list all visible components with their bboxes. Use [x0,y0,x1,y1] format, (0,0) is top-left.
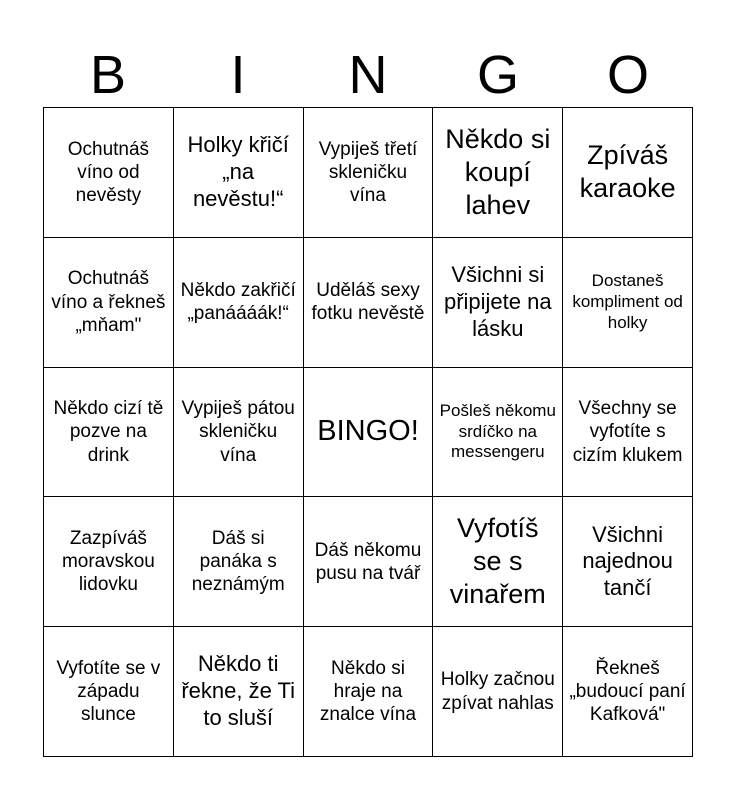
bingo-cell[interactable] [433,497,563,627]
cell-text: Vypiješ pátou skleničku vína [181,398,295,466]
cell-text: Všichni najednou tančí [582,521,673,601]
bingo-cell[interactable] [174,238,304,368]
bingo-header [43,44,693,106]
bingo-cell[interactable] [174,627,304,757]
bingo-cell[interactable] [304,108,434,238]
bingo-cell[interactable] [44,238,174,368]
bingo-cell[interactable] [563,627,693,757]
cell-text: Dáš někomu pusu na tvář [314,539,422,584]
bingo-cell[interactable] [433,627,563,757]
header-letter-n: N [348,45,388,105]
cell-text: Ochutnáš víno a řekneš „mňam" [51,268,166,336]
cell-text: Holky křičí „na nevěstu!“ [187,132,289,211]
bingo-cell[interactable] [304,238,434,368]
bingo-cell[interactable] [44,627,174,757]
cell-text: Holky začnou zpívat nahlas [440,669,555,714]
cell-text: Někdo ti řekne, že Ti to sluší [181,651,296,730]
bingo-cell[interactable] [433,238,563,368]
cell-text: Někdo cizí tě pozve na drink [53,398,164,466]
bingo-cell[interactable] [304,497,434,627]
cell-text: Uděláš sexy fotku nevěstě [311,280,425,325]
bingo-cell[interactable] [563,497,693,627]
bingo-cell[interactable] [433,108,563,238]
cell-text: Někdo si hraje na znalce vína [319,657,417,726]
cell-text: Pošleš někomu srdíčko na messengeru [439,400,556,462]
cell-text: Zpíváš karaoke [579,140,676,204]
cell-text: Někdo zakřičí „panáááák!“ [180,280,296,325]
bingo-cell[interactable] [433,368,563,498]
cell-text: Dáš si panáka s neznámým [191,528,285,596]
cell-text: Někdo si koupí lahev [445,123,551,220]
cell-text: Dostaneš kompliment od holky [572,271,683,332]
bingo-cell[interactable] [44,108,174,238]
header-letter-o: O [606,45,649,105]
bingo-cell[interactable] [44,497,174,627]
bingo-cell[interactable] [174,497,304,627]
header-letter-g: G [476,45,519,105]
free-space-text: BINGO! [317,415,419,448]
bingo-cell[interactable] [563,368,693,498]
bingo-cell[interactable] [174,368,304,498]
bingo-cell[interactable] [304,627,434,757]
header-letter-i: I [230,45,246,105]
cell-text: Řekneš „budoucí paní Kafková" [569,657,686,726]
header-letter-b: B [89,45,127,105]
cell-text: Vyfotíte se v západu slunce [56,657,161,726]
bingo-cell[interactable] [174,108,304,238]
cell-text: Všechny se vyfotíte s cizím klukem [572,398,683,466]
cell-text: Zazpíváš moravskou lidovku [61,528,155,596]
bingo-cell[interactable] [44,368,174,498]
free-space-cell[interactable] [304,368,434,498]
cell-text: Ochutnáš víno od nevěsty [67,138,150,206]
cell-text: Vyfotíš se s vinařem [449,513,546,610]
bingo-board [43,107,693,757]
cell-text: Všichni si připijete na lásku [443,261,552,341]
cell-text: Vypiješ třetí skleničku vína [318,138,418,206]
bingo-cell[interactable] [563,108,693,238]
bingo-cell[interactable] [563,238,693,368]
